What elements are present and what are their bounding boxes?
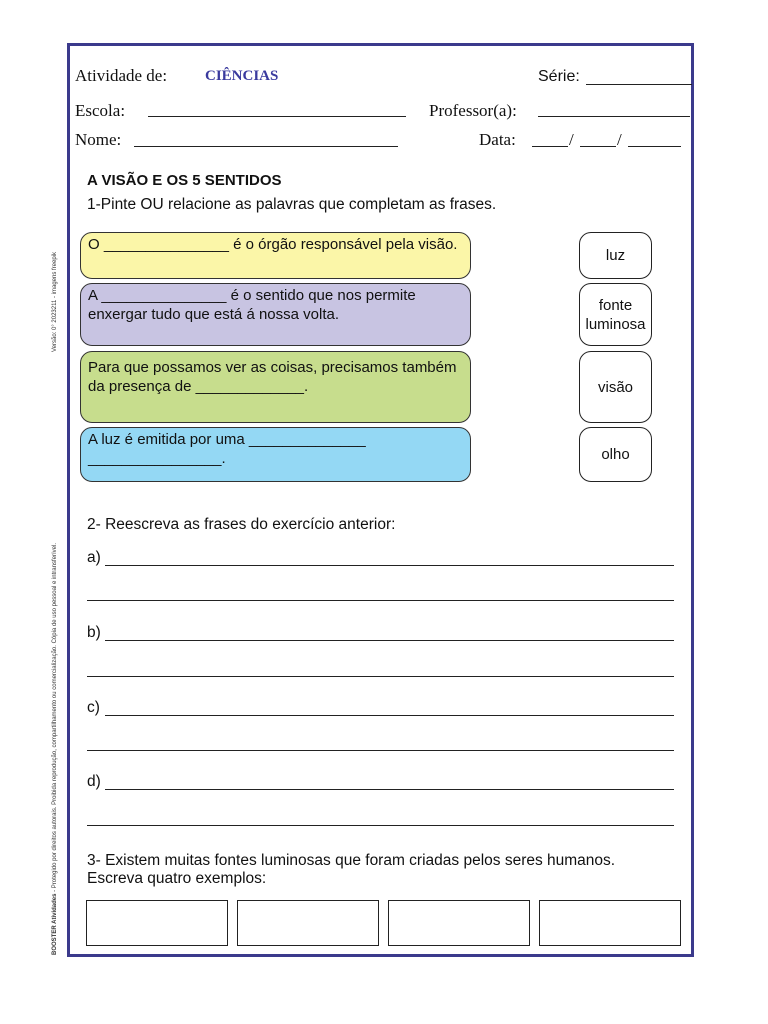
answer-line-b2[interactable]: [87, 676, 674, 677]
item-label-b: b): [87, 624, 101, 641]
exercise-1-instruction: 1-Pinte OU relacione as palavras que completam as frases.: [87, 196, 497, 213]
date-separator: /: [569, 130, 574, 149]
version-note: Versão: 0° 2023211 - imagens freepik: [52, 251, 58, 352]
item-label-a: a): [87, 549, 101, 566]
section-title: A VISÃO E OS 5 SENTIDOS: [87, 172, 282, 189]
name-label: Nome:: [75, 130, 122, 149]
answer-box-1[interactable]: [86, 900, 228, 946]
item-label-c: c): [87, 699, 100, 716]
answer-line-d2[interactable]: [87, 825, 674, 826]
date-month-field[interactable]: [580, 146, 616, 147]
word-box-fonte-luminosa[interactable]: fonte luminosa: [579, 283, 652, 346]
answer-box-4[interactable]: [539, 900, 681, 946]
subject-title: CIÊNCIAS: [205, 68, 279, 84]
answer-line-a1[interactable]: [105, 565, 674, 566]
answer-line-c1[interactable]: [105, 715, 674, 716]
serie-label: Série:: [538, 68, 580, 85]
exercise-3-instruction: 3- Existem muitas fontes luminosas que foram criadas pelos seres humanos. Escreva quatro exemplos:: [87, 852, 616, 887]
answer-line-b1[interactable]: [105, 640, 674, 641]
answer-line-c2[interactable]: [87, 750, 674, 751]
answer-line-d1[interactable]: [105, 789, 674, 790]
copyright-note: BOOSTER Atividades - Protegido por direitos autorais. Proibida reprodução, compartilhamento ou comercialização. Cópia de uso pessoal e intransferível.: [52, 543, 58, 955]
date-year-field[interactable]: [628, 146, 681, 147]
word-box-visao[interactable]: visão: [579, 351, 652, 423]
item-label-d: d): [87, 773, 101, 790]
sentence-box-3[interactable]: Para que possamos ver as coisas, precisamos também da presença de _____________.: [80, 351, 471, 423]
school-field[interactable]: [148, 116, 406, 117]
sentence-box-4[interactable]: A luz é emitida por uma ______________ ________________.: [80, 427, 471, 482]
teacher-field[interactable]: [538, 116, 690, 117]
word-box-luz[interactable]: luz: [579, 232, 652, 279]
date-label: Data:: [479, 130, 516, 149]
word-box-olho[interactable]: olho: [579, 427, 652, 482]
teacher-label: Professor(a):: [429, 101, 517, 120]
answer-box-2[interactable]: [237, 900, 379, 946]
date-day-field[interactable]: [532, 146, 568, 147]
answer-line-a2[interactable]: [87, 600, 674, 601]
sentence-box-1[interactable]: O _______________ é o órgão responsável pela visão.: [80, 232, 471, 279]
answer-box-3[interactable]: [388, 900, 530, 946]
activity-label: Atividade de:: [75, 66, 168, 85]
exercise-2-instruction: 2- Reescreva as frases do exercício anterior:: [87, 516, 396, 533]
serie-field[interactable]: [586, 84, 692, 85]
name-field[interactable]: [134, 146, 398, 147]
school-label: Escola:: [75, 101, 126, 120]
date-separator: /: [617, 130, 622, 149]
sentence-box-2[interactable]: A _______________ é o sentido que nos permite enxergar tudo que está á nossa volta.: [80, 283, 471, 346]
